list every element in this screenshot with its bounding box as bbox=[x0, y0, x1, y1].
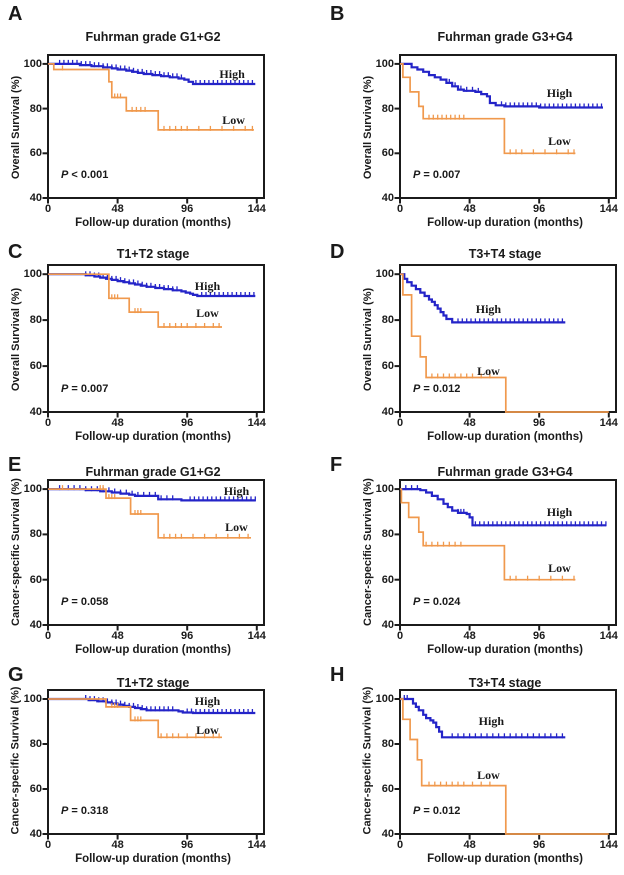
series-label-high: High bbox=[194, 693, 221, 708]
x-tick-label: 0 bbox=[396, 839, 404, 851]
x-tick-label: 0 bbox=[44, 203, 52, 215]
panel-letter: B bbox=[330, 3, 345, 25]
p-value: P = 0.024 bbox=[413, 596, 461, 608]
p-value: P = 0.012 bbox=[413, 805, 461, 817]
panel-c bbox=[0, 230, 312, 452]
panel-e bbox=[0, 452, 312, 660]
x-axis-label: Follow-up duration (months) bbox=[427, 853, 583, 865]
y-tick-label: 100 bbox=[375, 268, 394, 281]
x-tick-label: 144 bbox=[247, 417, 266, 429]
panel-letter: C bbox=[8, 241, 23, 263]
x-tick-label: 144 bbox=[247, 839, 266, 851]
y-tick-label: 40 bbox=[381, 619, 394, 631]
y-axis-label: Overall Survival (%) bbox=[361, 287, 374, 391]
series-label-high: High bbox=[223, 483, 250, 498]
plot-title: T3+T4 stage bbox=[468, 676, 542, 690]
x-axis-label: Follow-up duration (months) bbox=[75, 853, 231, 865]
panel-g bbox=[0, 660, 312, 875]
y-tick-label: 100 bbox=[375, 57, 394, 70]
y-tick-label: 100 bbox=[23, 57, 42, 70]
x-tick-label: 96 bbox=[181, 417, 194, 429]
y-tick-label: 60 bbox=[29, 573, 42, 586]
plot-title: T1+T2 stage bbox=[116, 676, 190, 690]
p-value: P < 0.001 bbox=[61, 169, 109, 181]
panel-h bbox=[312, 660, 624, 875]
series-label-high: High bbox=[546, 504, 573, 519]
y-tick-label: 80 bbox=[29, 102, 42, 115]
y-tick-label: 100 bbox=[375, 483, 394, 496]
panel-letter: E bbox=[8, 454, 22, 476]
x-tick-label: 48 bbox=[463, 630, 476, 642]
x-axis-label: Follow-up duration (months) bbox=[75, 644, 231, 656]
x-tick-label: 48 bbox=[463, 203, 476, 215]
panel-b bbox=[312, 0, 624, 230]
plot-title: Fuhrman grade G3+G4 bbox=[437, 30, 573, 44]
x-axis-label: Follow-up duration (months) bbox=[427, 644, 583, 656]
x-axis-label: Follow-up duration (months) bbox=[427, 217, 583, 229]
km-plot bbox=[352, 452, 624, 660]
panel-a bbox=[0, 0, 312, 230]
y-tick-label: 80 bbox=[29, 528, 42, 541]
plot-title: T3+T4 stage bbox=[468, 247, 542, 261]
x-tick-label: 96 bbox=[533, 417, 546, 429]
plot-title: Fuhrman grade G1+G2 bbox=[85, 465, 221, 479]
y-tick-label: 40 bbox=[29, 619, 42, 631]
x-tick-label: 96 bbox=[533, 203, 546, 215]
panel-letter: H bbox=[330, 664, 345, 686]
y-axis-label: Overall Survival (%) bbox=[9, 75, 22, 179]
panel-d bbox=[312, 230, 624, 452]
p-value: P = 0.012 bbox=[413, 383, 461, 395]
y-tick-label: 60 bbox=[381, 360, 394, 373]
x-tick-label: 144 bbox=[599, 417, 618, 429]
x-tick-label: 0 bbox=[396, 417, 404, 429]
series-label-high: High bbox=[194, 278, 221, 293]
x-tick-label: 0 bbox=[44, 839, 52, 851]
y-tick-label: 60 bbox=[29, 783, 42, 795]
x-tick-label: 0 bbox=[396, 203, 404, 215]
y-tick-label: 40 bbox=[29, 406, 42, 418]
y-tick-label: 40 bbox=[381, 192, 394, 204]
panel-letter: A bbox=[8, 3, 23, 25]
series-label-low: Low bbox=[222, 112, 245, 127]
series-label-high: High bbox=[546, 86, 573, 101]
y-axis-label: Overall Survival (%) bbox=[9, 287, 22, 391]
x-tick-label: 0 bbox=[44, 417, 52, 429]
x-tick-label: 48 bbox=[111, 630, 124, 642]
x-axis-label: Follow-up duration (months) bbox=[427, 431, 583, 443]
p-value: P = 0.058 bbox=[61, 596, 109, 608]
series-label-low: Low bbox=[196, 722, 219, 737]
plot-title: Fuhrman grade G3+G4 bbox=[437, 465, 573, 479]
x-tick-label: 96 bbox=[533, 630, 546, 642]
y-tick-label: 80 bbox=[29, 314, 42, 327]
x-tick-label: 144 bbox=[247, 630, 266, 642]
y-tick-label: 80 bbox=[381, 738, 394, 750]
x-tick-label: 48 bbox=[111, 839, 124, 851]
series-label-low: Low bbox=[548, 561, 571, 576]
y-axis-label: Cancer-specific Survival (%) bbox=[9, 477, 22, 626]
y-axis-label: Cancer-specific Survival (%) bbox=[361, 477, 374, 626]
panel-letter: D bbox=[330, 241, 345, 263]
panel-letter: G bbox=[8, 664, 24, 686]
x-tick-label: 144 bbox=[599, 630, 618, 642]
x-tick-label: 48 bbox=[111, 417, 124, 429]
x-tick-label: 96 bbox=[533, 839, 546, 851]
series-label-low: Low bbox=[477, 363, 500, 378]
series-label-high: High bbox=[478, 713, 504, 728]
y-tick-label: 80 bbox=[381, 314, 394, 327]
x-tick-label: 0 bbox=[44, 630, 52, 642]
y-axis-label: Cancer-specific Survival (%) bbox=[361, 686, 374, 835]
series-label-low: Low bbox=[225, 519, 248, 534]
p-value: P = 0.007 bbox=[413, 169, 461, 181]
series-label-high: High bbox=[475, 301, 502, 316]
series-label-low: Low bbox=[477, 767, 500, 782]
y-tick-label: 100 bbox=[23, 693, 42, 705]
p-value: P = 0.007 bbox=[61, 383, 109, 395]
x-tick-label: 48 bbox=[463, 839, 476, 851]
y-tick-label: 40 bbox=[381, 828, 394, 840]
x-tick-label: 96 bbox=[181, 203, 194, 215]
series-label-low: Low bbox=[548, 134, 571, 149]
x-tick-label: 144 bbox=[599, 203, 618, 215]
x-axis-label: Follow-up duration (months) bbox=[75, 217, 231, 229]
x-tick-label: 144 bbox=[247, 203, 266, 215]
y-tick-label: 60 bbox=[381, 573, 394, 586]
y-tick-label: 60 bbox=[29, 360, 42, 373]
y-axis-label: Cancer-specific Survival (%) bbox=[9, 686, 22, 835]
plot-title: T1+T2 stage bbox=[116, 247, 190, 261]
y-tick-label: 100 bbox=[23, 483, 42, 496]
x-tick-label: 96 bbox=[181, 839, 194, 851]
y-axis-label: Overall Survival (%) bbox=[361, 75, 374, 179]
y-tick-label: 100 bbox=[23, 268, 42, 281]
y-tick-label: 60 bbox=[381, 783, 394, 795]
x-tick-label: 48 bbox=[463, 417, 476, 429]
plot-title: Fuhrman grade G1+G2 bbox=[85, 30, 221, 44]
x-tick-label: 96 bbox=[181, 630, 194, 642]
y-tick-label: 100 bbox=[375, 693, 394, 705]
x-tick-label: 48 bbox=[111, 203, 124, 215]
km-plot bbox=[352, 0, 624, 230]
y-tick-label: 80 bbox=[381, 102, 394, 115]
y-tick-label: 60 bbox=[29, 147, 42, 160]
y-tick-label: 80 bbox=[381, 528, 394, 541]
x-axis-label: Follow-up duration (months) bbox=[75, 431, 231, 443]
series-label-high: High bbox=[219, 67, 245, 82]
y-tick-label: 60 bbox=[381, 147, 394, 160]
y-tick-label: 40 bbox=[29, 192, 42, 204]
y-tick-label: 40 bbox=[29, 828, 42, 840]
y-tick-label: 80 bbox=[29, 738, 42, 750]
x-tick-label: 144 bbox=[599, 839, 618, 851]
panel-letter: F bbox=[330, 454, 343, 476]
y-tick-label: 40 bbox=[381, 406, 394, 418]
series-label-low: Low bbox=[196, 306, 219, 321]
panel-f bbox=[312, 452, 624, 660]
p-value: P = 0.318 bbox=[61, 805, 109, 817]
x-tick-label: 0 bbox=[396, 630, 404, 642]
